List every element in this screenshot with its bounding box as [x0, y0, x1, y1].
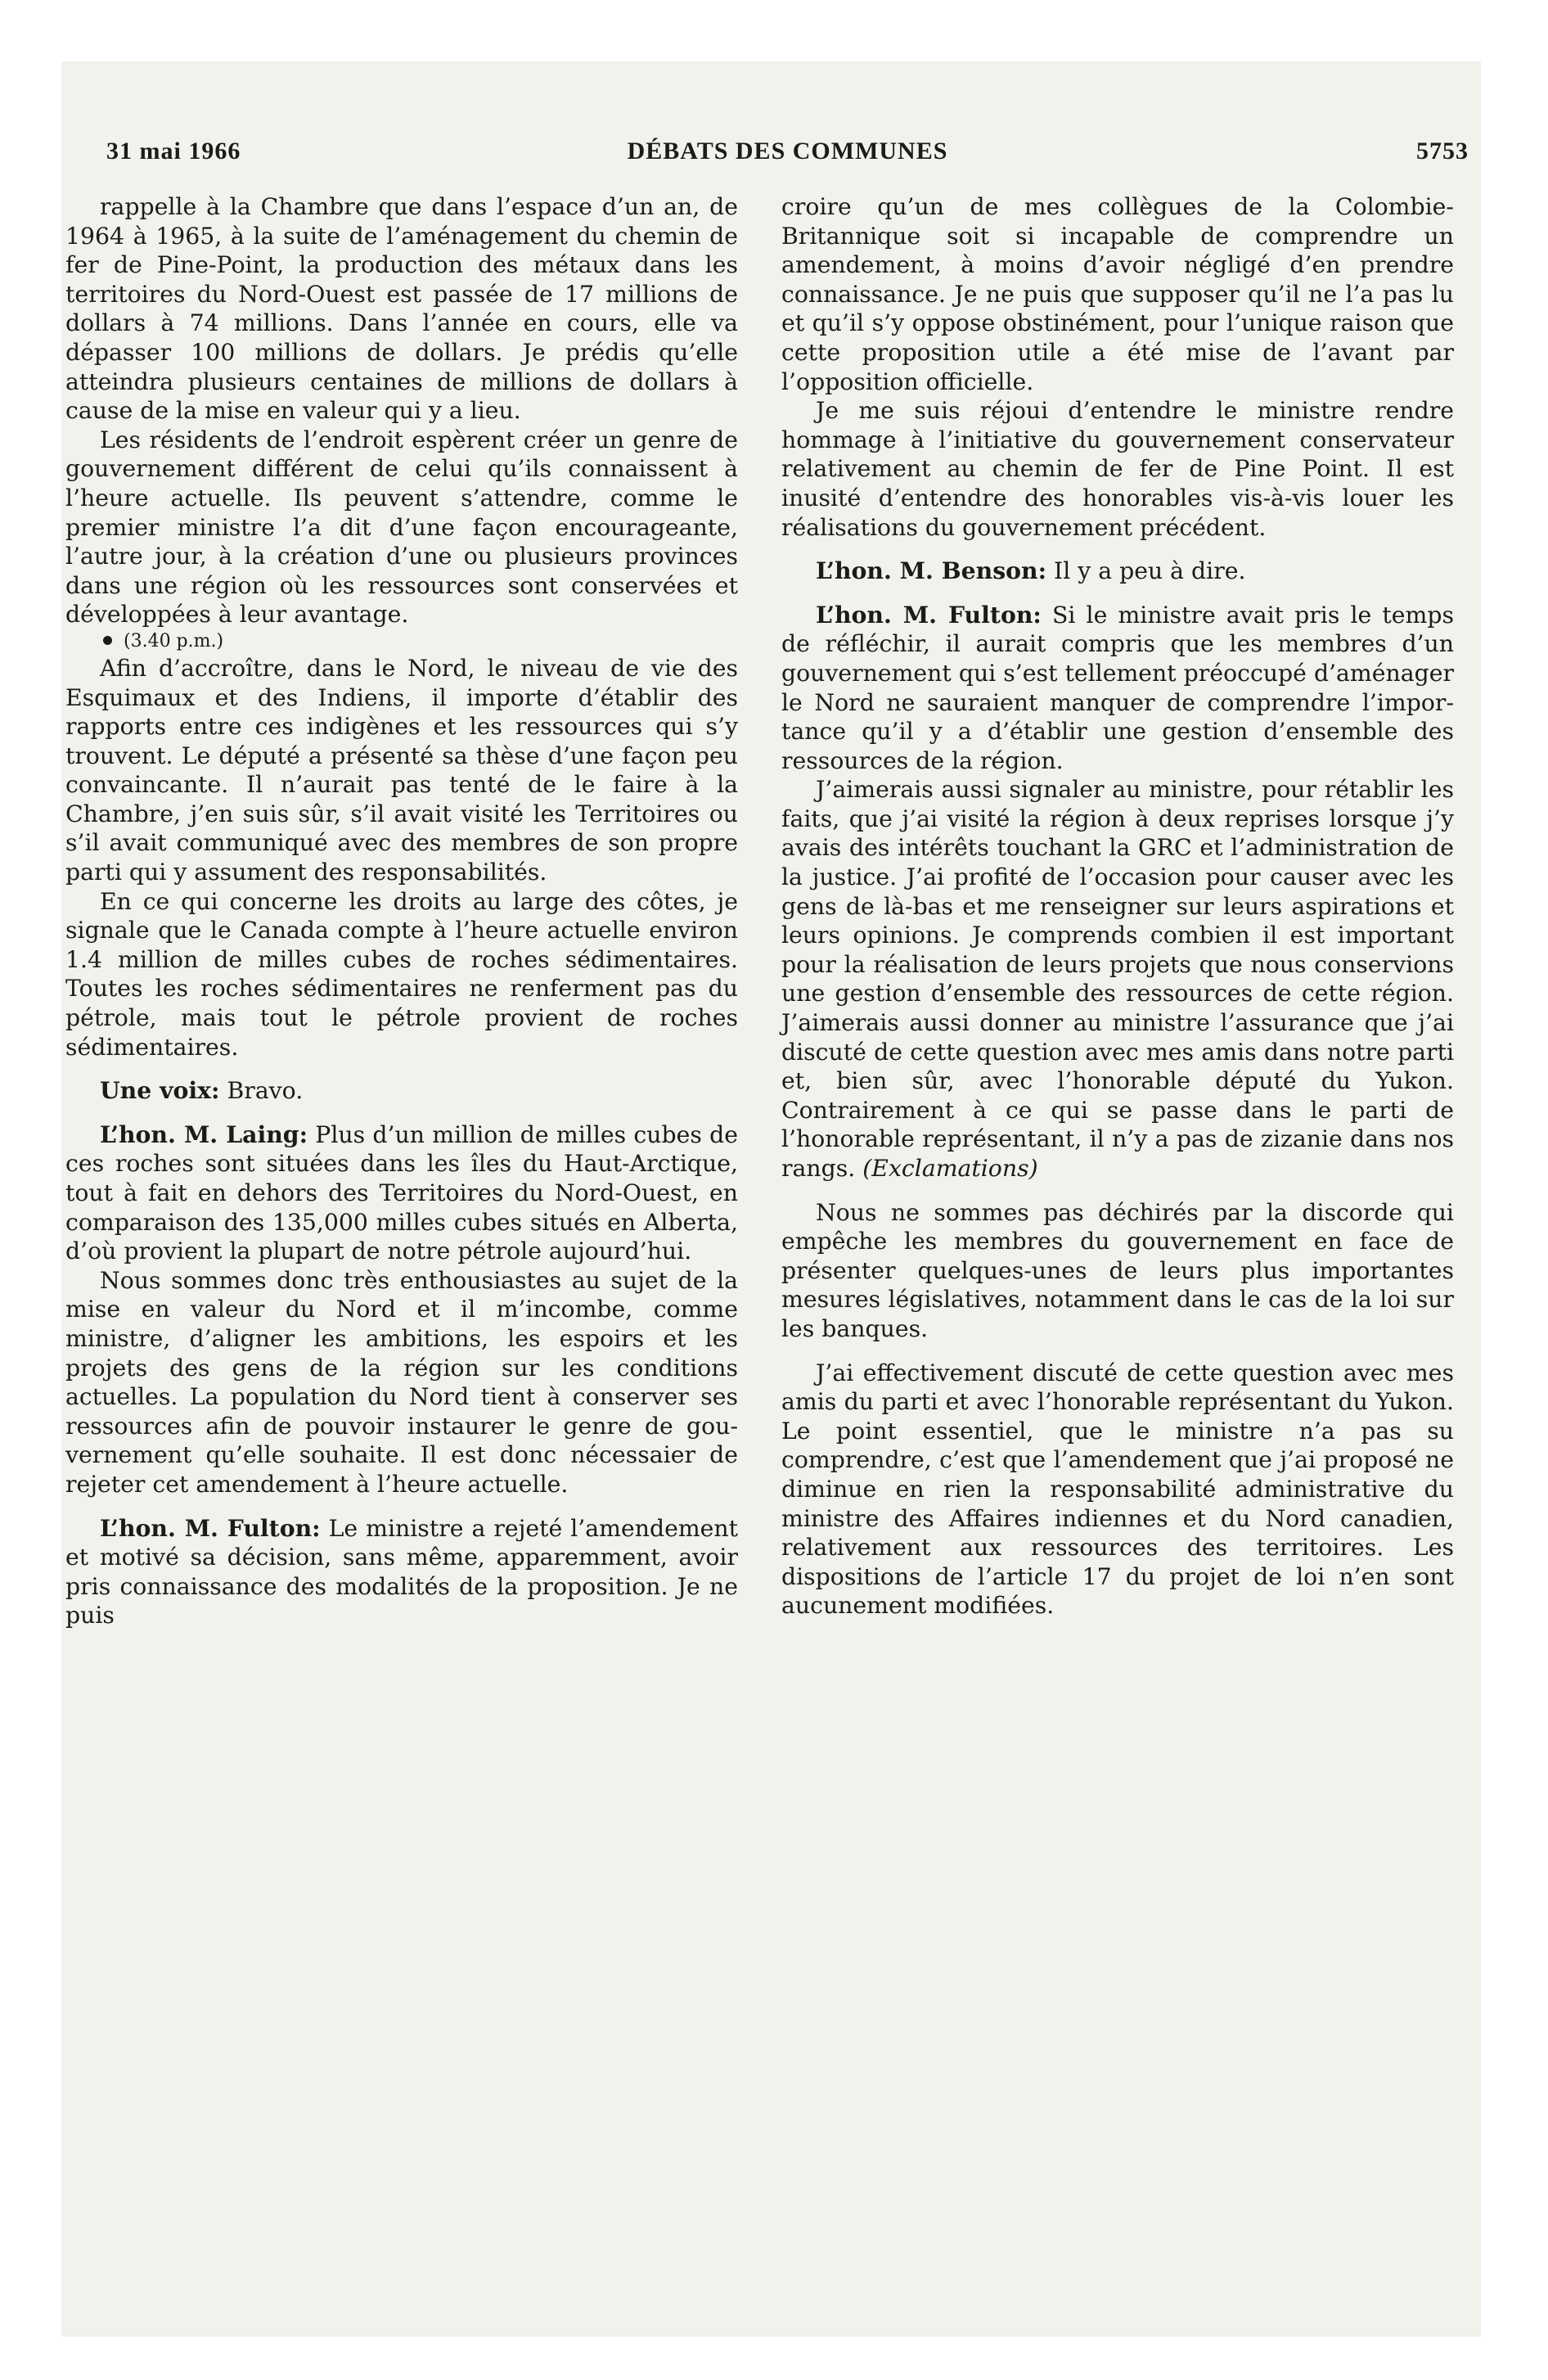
exclamations-note: (Exclamations) — [862, 1155, 1038, 1182]
header-page-number: 5753 — [1416, 137, 1469, 165]
header-date: 31 mai 1966 — [106, 137, 241, 165]
speech-benson — [781, 557, 1454, 586]
page-header — [106, 137, 1469, 178]
speech-text: Bravo. — [219, 1077, 304, 1105]
paragraph: Nous ne sommes pas déchirés par la discorde qui empêche les membres du gouvernement en face de présenter quelques-unes de leurs plus importantes mesures législatives, notamment dans le cas de la loi sur les banques. — [781, 1198, 1454, 1342]
speaker-name: L’hon. M. Fulton: — [100, 1513, 321, 1542]
speech-text: Il y a peu à dire. — [1046, 557, 1246, 585]
speaker-name: L’hon. M. Benson: — [816, 557, 1047, 585]
paragraph: Afin d’accroître, dans le Nord, le niveau de vie des Esquimaux et des Indiens, il importe d’établir des rapports entre ces indigènes et les ressources qui s’y trouvent. Le député a présenté sa thèse d’une façon peu convaincante. Il n’aurait pas tenté de le faire à la Chambre, j’en suis sûr, s’il avait visité les Territoires ou s’il avait communiqué avec des membres de son propre parti qui y assument des responsabilités. — [65, 654, 738, 886]
speaker-name: L’hon. M. Fulton: — [816, 600, 1042, 629]
speech-laing — [65, 1120, 738, 1266]
paragraph: J’ai effectivement discuté de cette question avec mes amis du parti et avec l’honorable représentant du Yukon. Le point essentiel, que le ministre n’a pas su comprendre, c’est que l’amendement que j’ai proposé ne diminue en rien la responsabilité administrative du ministre des Affaires indiennes et du Nord canadien, relativement aux ressources des territoires. Les dispositions de l’article 17 du projet de loi n’en sont aucunement modifiées. — [781, 1359, 1454, 1620]
speech-text: Le ministre a rejeté l’amendement et motivé sa décision, sans même, apparemment, avoir pris connaissance des modalités de la proposition. Je ne puis — [65, 1514, 738, 1629]
paragraph — [781, 775, 1454, 1183]
right-column — [781, 192, 1454, 1620]
speaker-name: Une voix: — [100, 1076, 220, 1105]
bullet-icon — [103, 636, 112, 645]
speech-fulton — [781, 601, 1454, 776]
speech-text: Si le ministre avait pris le temps de réfléchir, il aurait compris que les membres d’un gouvernement qui s’est tellement préoccupé d’aménager le Nord ne sauraient manquer de comprendre l’importance qu’il y a d’établir une gestion d’ensemble des ressources de la région. — [781, 601, 1454, 774]
header-title: DÉBATS DES COMMUNES — [627, 137, 948, 165]
paragraph: Les résidents de l’endroit espèrent créer un genre de gouvernement différent de celui qu’ils connaissent à l’heure actuelle. Ils peuvent s’attendre, comme le premier ministre l’a dit d’une façon encourageante, l’autre jour, à la création d’une ou plusieurs provinces dans une région où les ressources sont conservées et développées à leur avantage. — [65, 426, 738, 629]
time-stamp — [65, 629, 738, 654]
scanned-page — [61, 61, 1481, 2337]
time-stamp-text: (3.40 p.m.) — [124, 630, 224, 651]
paragraph: En ce qui concerne les droits au large des côtes, je signale que le Canada compte à l’heure actuelle environ 1.4 million de milles cubes de roches sédimentaires. Toutes les roches sédimentaires ne renferment pas du pétrole, mais tout le pétrole provient de roches sédimentaires. — [65, 887, 738, 1061]
left-column — [65, 192, 738, 1630]
paragraph-text: J’aimerais aussi signaler au ministre, pour rétablir les faits, que j’ai visité la région à deux reprises lorsque j’y avais des intérêts touchant la GRC et l’administration de la justice. J’ai profité de l’occasion pour causer avec les gens de là-bas et me renseigner sur leurs aspirations et leurs opinions. Je comprends combien il est important pour la réalisation de leurs projets que nous conservions une gestion d’ensemble des ressources de cette région. J’aimerais aussi donner au ministre l’assurance que j’ai discuté de cette question avec mes amis dans notre parti et, bien sûr, avec l’honorable député du Yukon. Contrairement à ce qui se passe dans le parti de l’honorable représentant, il n’y a pas de zizanie dans nos rangs. — [781, 776, 1454, 1182]
paragraph: Je me suis réjoui d’entendre le ministre rendre hommage à l’initiative du gouvernement conservateur relativement au chemin de fer de Pine Point. Il est inusité d’entendre des honorables vis-à-vis louer les réalisations du gouvernement précédent. — [781, 397, 1454, 541]
speech-fulton — [65, 1514, 738, 1630]
paragraph: Nous sommes donc très enthousiastes au sujet de la mise en valeur du Nord et il m’incombe, comme ministre, d’aligner les ambitions, les espoirs et les projets des gens de la région sur les conditions actuelles. La population du Nord tient à conserver ses ressources afin de pouvoir instaurer le genre de gouvernement qu’elle souhaite. Il est donc nécessaier de rejeter cet amendement à l’heure actuelle. — [65, 1266, 738, 1498]
speaker-name: L’hon. M. Laing: — [100, 1120, 308, 1148]
paragraph: rappelle à la Chambre que dans l’espace d’un an, de 1964 à 1965, à la suite de l’aménagement du chemin de fer de Pine-Point, la production des métaux dans les territoires du Nord-Ouest est passée de 17 millions de dollars à 74 millions. Dans l’année en cours, elle va dépasser 100 millions de dollars. Je prédis qu’elle atteindra plusieurs centaines de millions de dollars à cause de la mise en valeur qui y a lieu. — [65, 193, 738, 425]
speech-voice — [65, 1076, 738, 1106]
paragraph: croire qu’un de mes collègues de la Colombie-Britannique soit si incapable de comprendre un amendement, à moins d’avoir négligé d’en prendre connaissance. Je ne puis que supposer qu’il ne l’a pas lu et qu’il s’y oppose obstinément, pour l’unique raison que cette proposition utile a été mise de l’avant par l’opposition officielle. — [781, 193, 1454, 395]
speech-text: Plus d’un million de milles cubes de ces roches sont situées dans les îles du Haut-Arctique, tout à fait en dehors des Territoires du Nord-Ouest, en comparaison des 135,000 milles cubes situés en Alberta, d’où provient la plupart de notre pétrole aujourd’hui. — [65, 1120, 739, 1265]
